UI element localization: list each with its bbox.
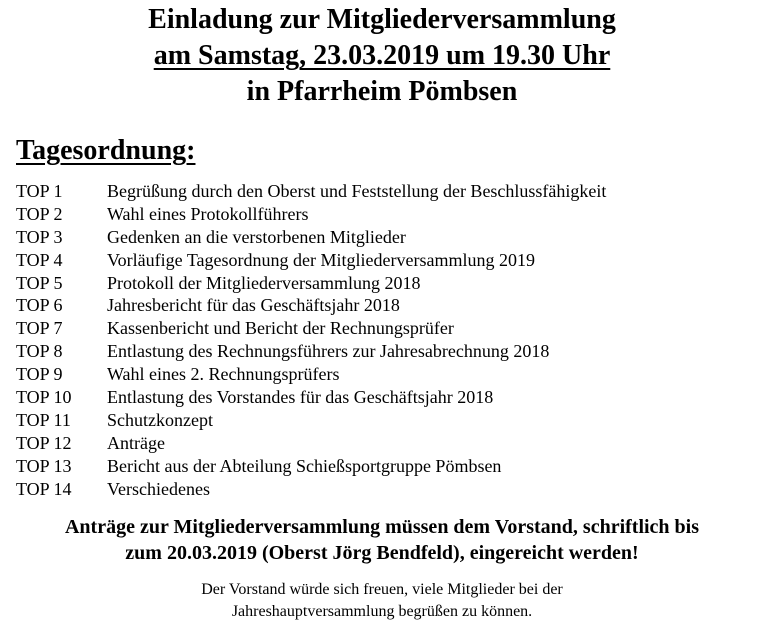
agenda-item: [16, 317, 606, 340]
agenda-item-text: Entlastung des Rechnungsführers zur Jahresabrechnung 2018: [107, 341, 550, 362]
agenda-heading: Tagesordnung:: [16, 135, 196, 166]
agenda-item-text: Verschiedenes: [107, 478, 210, 499]
agenda-item-text: Kassenbericht und Bericht der Rechnungsprüfer: [107, 318, 454, 339]
invitation-title: Einladung zur Mitgliederversammlung: [148, 4, 616, 35]
agenda-item-text: Begrüßung durch den Oberst und Feststellung der Beschlussfähigkeit: [107, 181, 607, 201]
agenda-item: [16, 180, 606, 203]
closing-message-line: Der Vorstand würde sich freuen, viele Mitglieder bei der: [201, 581, 563, 598]
meeting-date-time: am Samstag, 23.03.2019 um 19.30 Uhr: [153, 40, 611, 71]
agenda-item-number: TOP 9: [16, 364, 63, 385]
agenda-item: [16, 363, 606, 386]
agenda-item-number: TOP 14: [16, 478, 72, 499]
agenda-item: [16, 340, 606, 363]
agenda-item: [16, 386, 606, 409]
agenda-item: [16, 203, 606, 226]
agenda-item-number: TOP 6: [16, 295, 63, 316]
agenda-item-number: TOP 1: [16, 181, 63, 201]
agenda-item-number: TOP 13: [16, 455, 72, 476]
agenda-item: [16, 294, 606, 317]
agenda-item-number: TOP 3: [16, 226, 63, 247]
agenda-item-number: TOP 5: [16, 272, 63, 293]
invitation-header: [0, 2, 764, 110]
agenda-item: [16, 432, 606, 455]
agenda-item: [16, 478, 606, 501]
submission-notice: [0, 514, 764, 566]
agenda-item: [16, 409, 606, 432]
agenda-item-text: Gedenken an die verstorbenen Mitglieder: [107, 226, 406, 247]
closing-message-line: Jahreshauptversammlung begrüßen zu können.: [231, 603, 533, 620]
agenda-item-number: TOP 11: [16, 409, 71, 430]
agenda-item-text: Wahl eines Protokollführers: [107, 203, 309, 224]
agenda-item-number: TOP 8: [16, 341, 63, 362]
agenda-item: [16, 249, 606, 272]
submission-notice-line: zum 20.03.2019 (Oberst Jörg Bendfeld), eingereicht werden!: [125, 542, 639, 564]
agenda-item: [16, 272, 606, 295]
agenda-item-text: Protokoll der Mitgliederversammlung 2018: [107, 272, 421, 293]
agenda-item-text: Anträge: [107, 432, 165, 453]
agenda-item-number: TOP 10: [16, 387, 72, 408]
closing-message: [0, 579, 764, 623]
agenda-item: [16, 455, 606, 478]
agenda-item-text: Wahl eines 2. Rechnungsprüfers: [107, 364, 340, 385]
submission-notice-line: Anträge zur Mitgliederversammlung müssen dem Vorstand, schriftlich bis: [64, 516, 700, 538]
agenda-item-text: Jahresbericht für das Geschäftsjahr 2018: [107, 295, 400, 316]
agenda-item-number: TOP 4: [16, 249, 63, 270]
agenda-item-number: TOP 12: [16, 432, 72, 453]
agenda-item-text: Bericht aus der Abteilung Schießsportgruppe Pömbsen: [107, 455, 502, 476]
agenda-item: [16, 226, 606, 249]
agenda-item-text: Vorläufige Tagesordnung der Mitgliederversammlung 2019: [107, 249, 535, 270]
agenda-list: [16, 180, 606, 500]
agenda-item-text: Entlastung des Vorstandes für das Geschäftsjahr 2018: [107, 387, 494, 408]
agenda-item-number: TOP 2: [16, 203, 63, 224]
agenda-item-number: TOP 7: [16, 318, 63, 339]
meeting-location: in Pfarrheim Pömbsen: [246, 76, 518, 107]
agenda-item-text: Schutzkonzept: [107, 409, 213, 430]
